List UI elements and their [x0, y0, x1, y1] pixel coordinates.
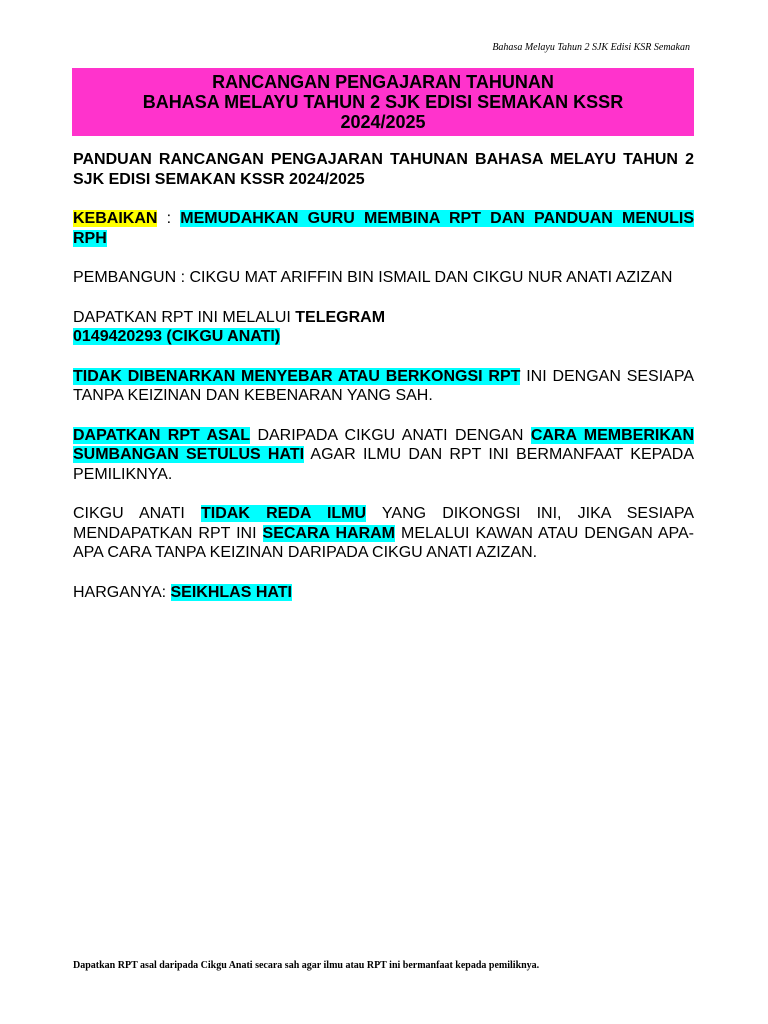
page-footer: Dapatkan RPT asal daripada Cikgu Anati secara sah agar ilmu atau RPT ini bermanfaat kepada pemiliknya. [73, 960, 540, 971]
asal-rest: AGAR ILMU DAN RPT INI BERMANFAAT KEPADA PEMILIKNYA. [73, 446, 694, 483]
asal-highlight-2: CARA MEMBERIKAN SUMBANGAN SETULUS HATI [73, 426, 695, 463]
kebaikan-paragraph [73, 209, 694, 248]
asal-paragraph [73, 426, 694, 485]
asal-highlight-1: DAPATKAN RPT ASAL [73, 426, 251, 444]
larangan-paragraph [73, 367, 694, 406]
title-line-3: 2024/2025 [340, 112, 426, 132]
intro-paragraph: PANDUAN RANCANGAN PENGAJARAN TAHUNAN BAHASA MELAYU TAHUN 2 SJK EDISI SEMAKAN KSSR 2024/2025 [73, 151, 694, 188]
title-line-2: BAHASA MELAYU TAHUN 2 SJK EDISI SEMAKAN KSSR [142, 92, 624, 112]
dapatkan-paragraph [73, 308, 694, 347]
contact-number: 0149420293 (CIKGU ANATI) [73, 328, 281, 345]
running-header: Bahasa Melayu Tahun 2 SJK Edisi KSR Semakan [492, 42, 690, 53]
kebaikan-separator: : [157, 210, 181, 227]
reda-highlight-1: TIDAK REDA ILMU [201, 505, 367, 522]
dapatkan-text: DAPATKAN RPT INI MELALUI [73, 308, 296, 326]
kebaikan-label: KEBAIKAN [73, 210, 158, 227]
title-line-1: RANCANGAN PENGAJARAN TAHUNAN [212, 72, 554, 92]
document-body [73, 150, 694, 622]
larangan-highlight: TIDAK DIBENARKAN MENYEBAR ATAU BERKONGSI RPT [73, 367, 521, 385]
reda-highlight-2: SECARA HARAM [262, 524, 396, 542]
harga-paragraph [73, 583, 694, 603]
reda-mid: YANG DIKONGSI INI, JIKA SESIAPA MENDAPATKAN RPT INI [73, 505, 695, 542]
reda-paragraph [73, 504, 694, 563]
larangan-rest: INI DENGAN SESIAPA TANPA KEIZINAN DAN KEBENARAN YANG SAH. [73, 367, 694, 404]
pembangun-paragraph: PEMBANGUN : CIKGU MAT ARIFFIN BIN ISMAIL DAN CIKGU NUR ANATI AZIZAN [73, 269, 673, 286]
harga-value: SEIKHLAS HATI [170, 583, 292, 601]
reda-rest: MELALUI KAWAN ATAU DENGAN APA-APA CARA TANPA KEIZINAN DARIPADA CIKGU ANATI AZIZAN. [73, 524, 694, 561]
telegram-label: TELEGRAM [295, 308, 386, 326]
reda-pre: CIKGU ANATI [73, 505, 202, 522]
title-banner [72, 68, 694, 136]
asal-mid: DARIPADA CIKGU ANATI DENGAN [250, 426, 531, 444]
harga-label: HARGANYA: [73, 583, 171, 601]
kebaikan-text: MEMUDAHKAN GURU MEMBINA RPT DAN PANDUAN MENULIS RPH [73, 210, 694, 247]
